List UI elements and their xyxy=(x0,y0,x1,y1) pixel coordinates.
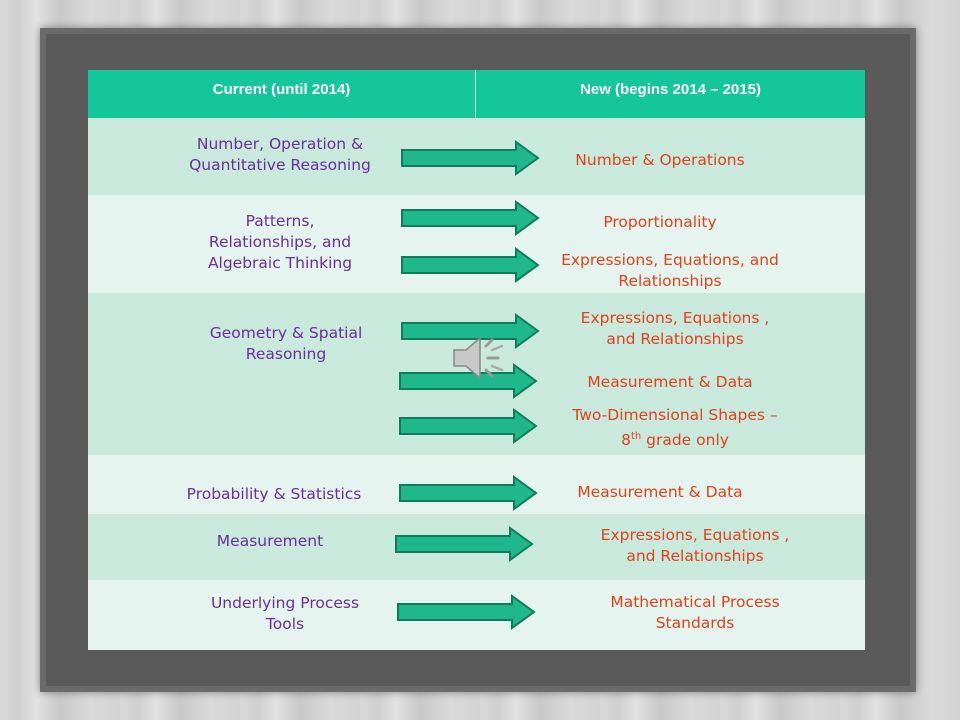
table-header xyxy=(88,70,865,118)
new-standard-label xyxy=(535,308,815,350)
header-current: Current (until 2014) xyxy=(212,81,351,98)
header-new: New (begins 2014 – 2015) xyxy=(580,81,761,98)
label-line: Tools xyxy=(265,615,305,633)
current-standard-label xyxy=(160,211,400,274)
ordinal-suffix: th xyxy=(630,431,642,442)
label-line: Expressions, Equations , xyxy=(580,309,770,327)
label-line: Measurement & Data xyxy=(577,483,743,501)
label-line: Reasoning xyxy=(245,345,327,363)
label-line: Measurement xyxy=(216,532,324,550)
current-standard-label xyxy=(166,323,406,365)
mapping-arrow xyxy=(400,247,540,283)
mapping-arrow xyxy=(398,408,538,444)
new-standard-label xyxy=(530,482,790,503)
label-line: Algebraic Thinking xyxy=(207,254,353,272)
label-line: Expressions, Equations, and xyxy=(561,251,779,269)
label-line: Expressions, Equations , xyxy=(600,526,790,544)
label-line: Number, Operation & xyxy=(196,135,364,153)
new-standard-label xyxy=(565,592,825,634)
speaker-icon[interactable] xyxy=(448,328,512,388)
current-standard-label xyxy=(154,484,394,505)
mapping-arrow xyxy=(394,526,534,562)
grade-suffix: grade only xyxy=(641,431,729,450)
label-line: Proportionality xyxy=(603,213,717,231)
label-line: Geometry & Spatial xyxy=(209,324,363,342)
label-line: and Relationships xyxy=(626,547,764,565)
new-standard-label xyxy=(535,405,815,451)
mapping-arrow xyxy=(400,140,540,176)
new-standard-label xyxy=(530,150,790,171)
label-line: Patterns, xyxy=(245,212,315,230)
current-standard-label xyxy=(150,531,390,552)
label-line: and Relationships xyxy=(606,330,744,348)
label-line: Mathematical Process xyxy=(610,593,780,611)
label-line: Measurement & Data xyxy=(587,373,753,391)
mapping-arrow xyxy=(396,594,536,630)
new-standard-label xyxy=(555,525,835,567)
new-standard-label xyxy=(540,372,800,393)
current-standard-label xyxy=(165,593,405,635)
current-standard-label xyxy=(160,134,400,176)
new-standard-label xyxy=(530,212,790,233)
label-line: Number & Operations xyxy=(575,151,745,169)
label-line: Relationships, and xyxy=(208,233,352,251)
label-line: Two-Dimensional Shapes – xyxy=(572,406,778,424)
mapping-arrow xyxy=(400,200,540,236)
label-line xyxy=(535,426,815,451)
new-standard-label xyxy=(520,250,820,292)
label-line: Quantitative Reasoning xyxy=(189,156,371,174)
label-line: Standards xyxy=(655,614,735,632)
label-line: Probability & Statistics xyxy=(186,485,362,503)
mapping-arrow xyxy=(398,475,538,511)
label-line: Relationships xyxy=(618,272,722,290)
label-line: Underlying Process xyxy=(210,594,360,612)
grade-number: 8 xyxy=(621,431,631,450)
